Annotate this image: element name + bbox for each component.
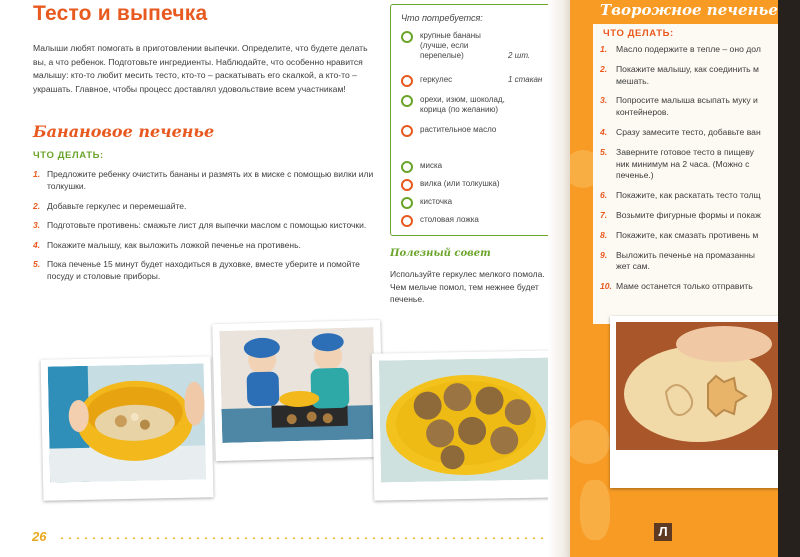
ingredient-item <box>401 95 520 115</box>
dough-illustration <box>616 322 778 450</box>
recipe-title: Банановое печенье <box>33 122 215 141</box>
children-illustration <box>219 327 376 443</box>
green-bullet-icon <box>401 31 413 43</box>
publisher-logo-icon: Л <box>654 523 672 541</box>
right-steps-list <box>600 44 778 293</box>
step-number: 8. <box>600 229 608 240</box>
step-text: Сразу замесите тесто, добавьте ван <box>616 126 761 137</box>
step-number: 2. <box>33 200 41 211</box>
page-edge-shadow <box>778 0 800 557</box>
step-text: Покажите малышу, как выложить ложкой печенье на противень. <box>47 239 301 250</box>
step-item <box>33 219 378 231</box>
step-text: Покажите малышу, как соединить м мешать. <box>616 63 759 86</box>
step-text: Покажите, как раскатать тесто толщ <box>616 190 761 201</box>
step-text: Пока печенье 15 минут будет находиться в духовке, вместе уберите и помойте посуду и столовые приборы. <box>47 259 360 282</box>
step-item <box>600 64 778 88</box>
intro-paragraph: Малыши любят помогать в приготовлении выпечки. Определите, что будете делать вы, а что ребенок. Подготовьте ингредиенты. Наблюдайте, что особенно нравится малышу: кто-то любит месить тесто, кто-то – раскатывать его скалкой, а кто-то – украшать. Главное, чтобы процесс доставлял удовольствие всем участникам! <box>33 43 368 94</box>
footer-dotted-line <box>58 537 558 539</box>
right-what-to-do-heading: ЧТО ДЕЛАТЬ: <box>603 28 674 39</box>
photo-bowl-bananas <box>41 356 214 501</box>
orange-bullet-icon <box>401 75 413 87</box>
ingredient-item <box>401 125 540 137</box>
ingredient-item <box>401 161 508 173</box>
step-number: 3. <box>600 95 608 106</box>
step-number: 1. <box>600 44 608 54</box>
step-item <box>33 168 378 192</box>
bowl-illustration <box>48 363 206 482</box>
step-item <box>33 200 378 212</box>
photo-image <box>379 358 551 483</box>
tip-title: Полезный совет <box>390 248 491 259</box>
step-text: Покажите, как смазать противень м <box>616 229 759 240</box>
ingredient-label: орехи, изюм, шоколад, корица (по желанию) <box>420 95 505 114</box>
step-item <box>600 190 778 202</box>
ingredient-label: кисточка <box>420 197 453 206</box>
steps-list <box>33 168 378 290</box>
ingredients-box <box>390 4 552 236</box>
step-text: Подготовьте противень: смажьте лист для выпечки маслом с помощью кисточки. <box>47 220 367 231</box>
orange-bullet-icon <box>401 125 413 137</box>
decor-circle <box>570 420 610 464</box>
step-text: Маме останется только отправить <box>616 281 753 292</box>
page-title: Тесто и выпечка <box>33 2 208 25</box>
step-number: 1. <box>33 169 41 179</box>
right-recipe-title: Творожное печенье <box>600 1 778 19</box>
green-bullet-icon <box>401 197 413 209</box>
ingredient-label: геркулес <box>420 75 453 84</box>
ingredient-item <box>401 215 508 227</box>
step-item <box>600 147 778 182</box>
ingredient-label: столовая ложка <box>420 215 479 224</box>
step-text: Возьмите фигурные формы и покаж <box>616 209 761 220</box>
ingredient-item <box>401 75 544 87</box>
photo-cutting-cookies <box>610 316 778 488</box>
step-number: 10. <box>600 281 612 292</box>
decor-leaf <box>580 480 610 540</box>
step-item <box>600 127 778 139</box>
step-number: 3. <box>33 220 41 231</box>
orange-bullet-icon <box>401 179 413 191</box>
step-text: Выложить печенье на промазанны жет сам. <box>616 249 755 272</box>
green-bullet-icon <box>401 95 413 107</box>
step-number: 7. <box>600 209 608 220</box>
step-number: 5. <box>33 259 41 270</box>
step-text: Предложите ребенку очистить бананы и размять их в миске с помощью вилки или толкушки. <box>47 169 374 191</box>
ingredients-title: Что потребуется: <box>401 13 483 23</box>
step-item <box>600 95 778 119</box>
what-to-do-heading: ЧТО ДЕЛАТЬ: <box>33 150 104 161</box>
step-item <box>600 250 778 274</box>
step-number: 5. <box>600 146 608 157</box>
green-bullet-icon <box>401 161 413 173</box>
ingredient-qty: 2 шт. <box>508 51 531 60</box>
step-item <box>33 239 378 251</box>
step-item <box>600 230 778 242</box>
tip-text: Используйте геркулес мелкого помола. Чем мельче помол, тем нежнее будет печенье. <box>390 269 545 304</box>
right-page <box>570 0 778 557</box>
step-number: 4. <box>600 126 608 137</box>
ingredient-label: вилка (или толкушка) <box>420 179 500 188</box>
step-text: Масло подержите в тепле – оно дол <box>616 44 761 54</box>
orange-bullet-icon <box>401 215 413 227</box>
step-number: 9. <box>600 249 608 260</box>
photo-banana-cookies <box>372 350 559 500</box>
step-item <box>600 210 778 222</box>
cookies-illustration <box>379 358 551 483</box>
ingredient-qty: 1 стакан <box>508 75 543 84</box>
step-item <box>33 258 378 282</box>
photo-image <box>48 363 206 482</box>
ingredient-label: миска <box>420 161 443 170</box>
step-number: 4. <box>33 239 41 250</box>
photo-children-baking <box>212 320 384 461</box>
step-text: Попросите малыша всыпать муку и контейнеров. <box>616 95 758 118</box>
step-text: Добавьте геркулес и перемешайте. <box>47 200 187 211</box>
page-number: 26 <box>32 529 47 544</box>
ingredient-item <box>401 197 508 209</box>
photo-image <box>219 327 376 443</box>
ingredient-label: крупные бананы (лучше, если перепелые) <box>420 31 481 60</box>
ingredient-item <box>401 31 544 61</box>
step-text: Заверните готовое тесто в пищеву ник минимум на 2 часа. (Можно с печенье.) <box>616 146 754 181</box>
step-item <box>600 281 778 293</box>
step-number: 6. <box>600 190 608 201</box>
ingredient-label: растительное масло <box>420 125 497 134</box>
step-item <box>600 44 778 56</box>
step-number: 2. <box>600 63 608 74</box>
ingredient-item <box>401 179 540 191</box>
